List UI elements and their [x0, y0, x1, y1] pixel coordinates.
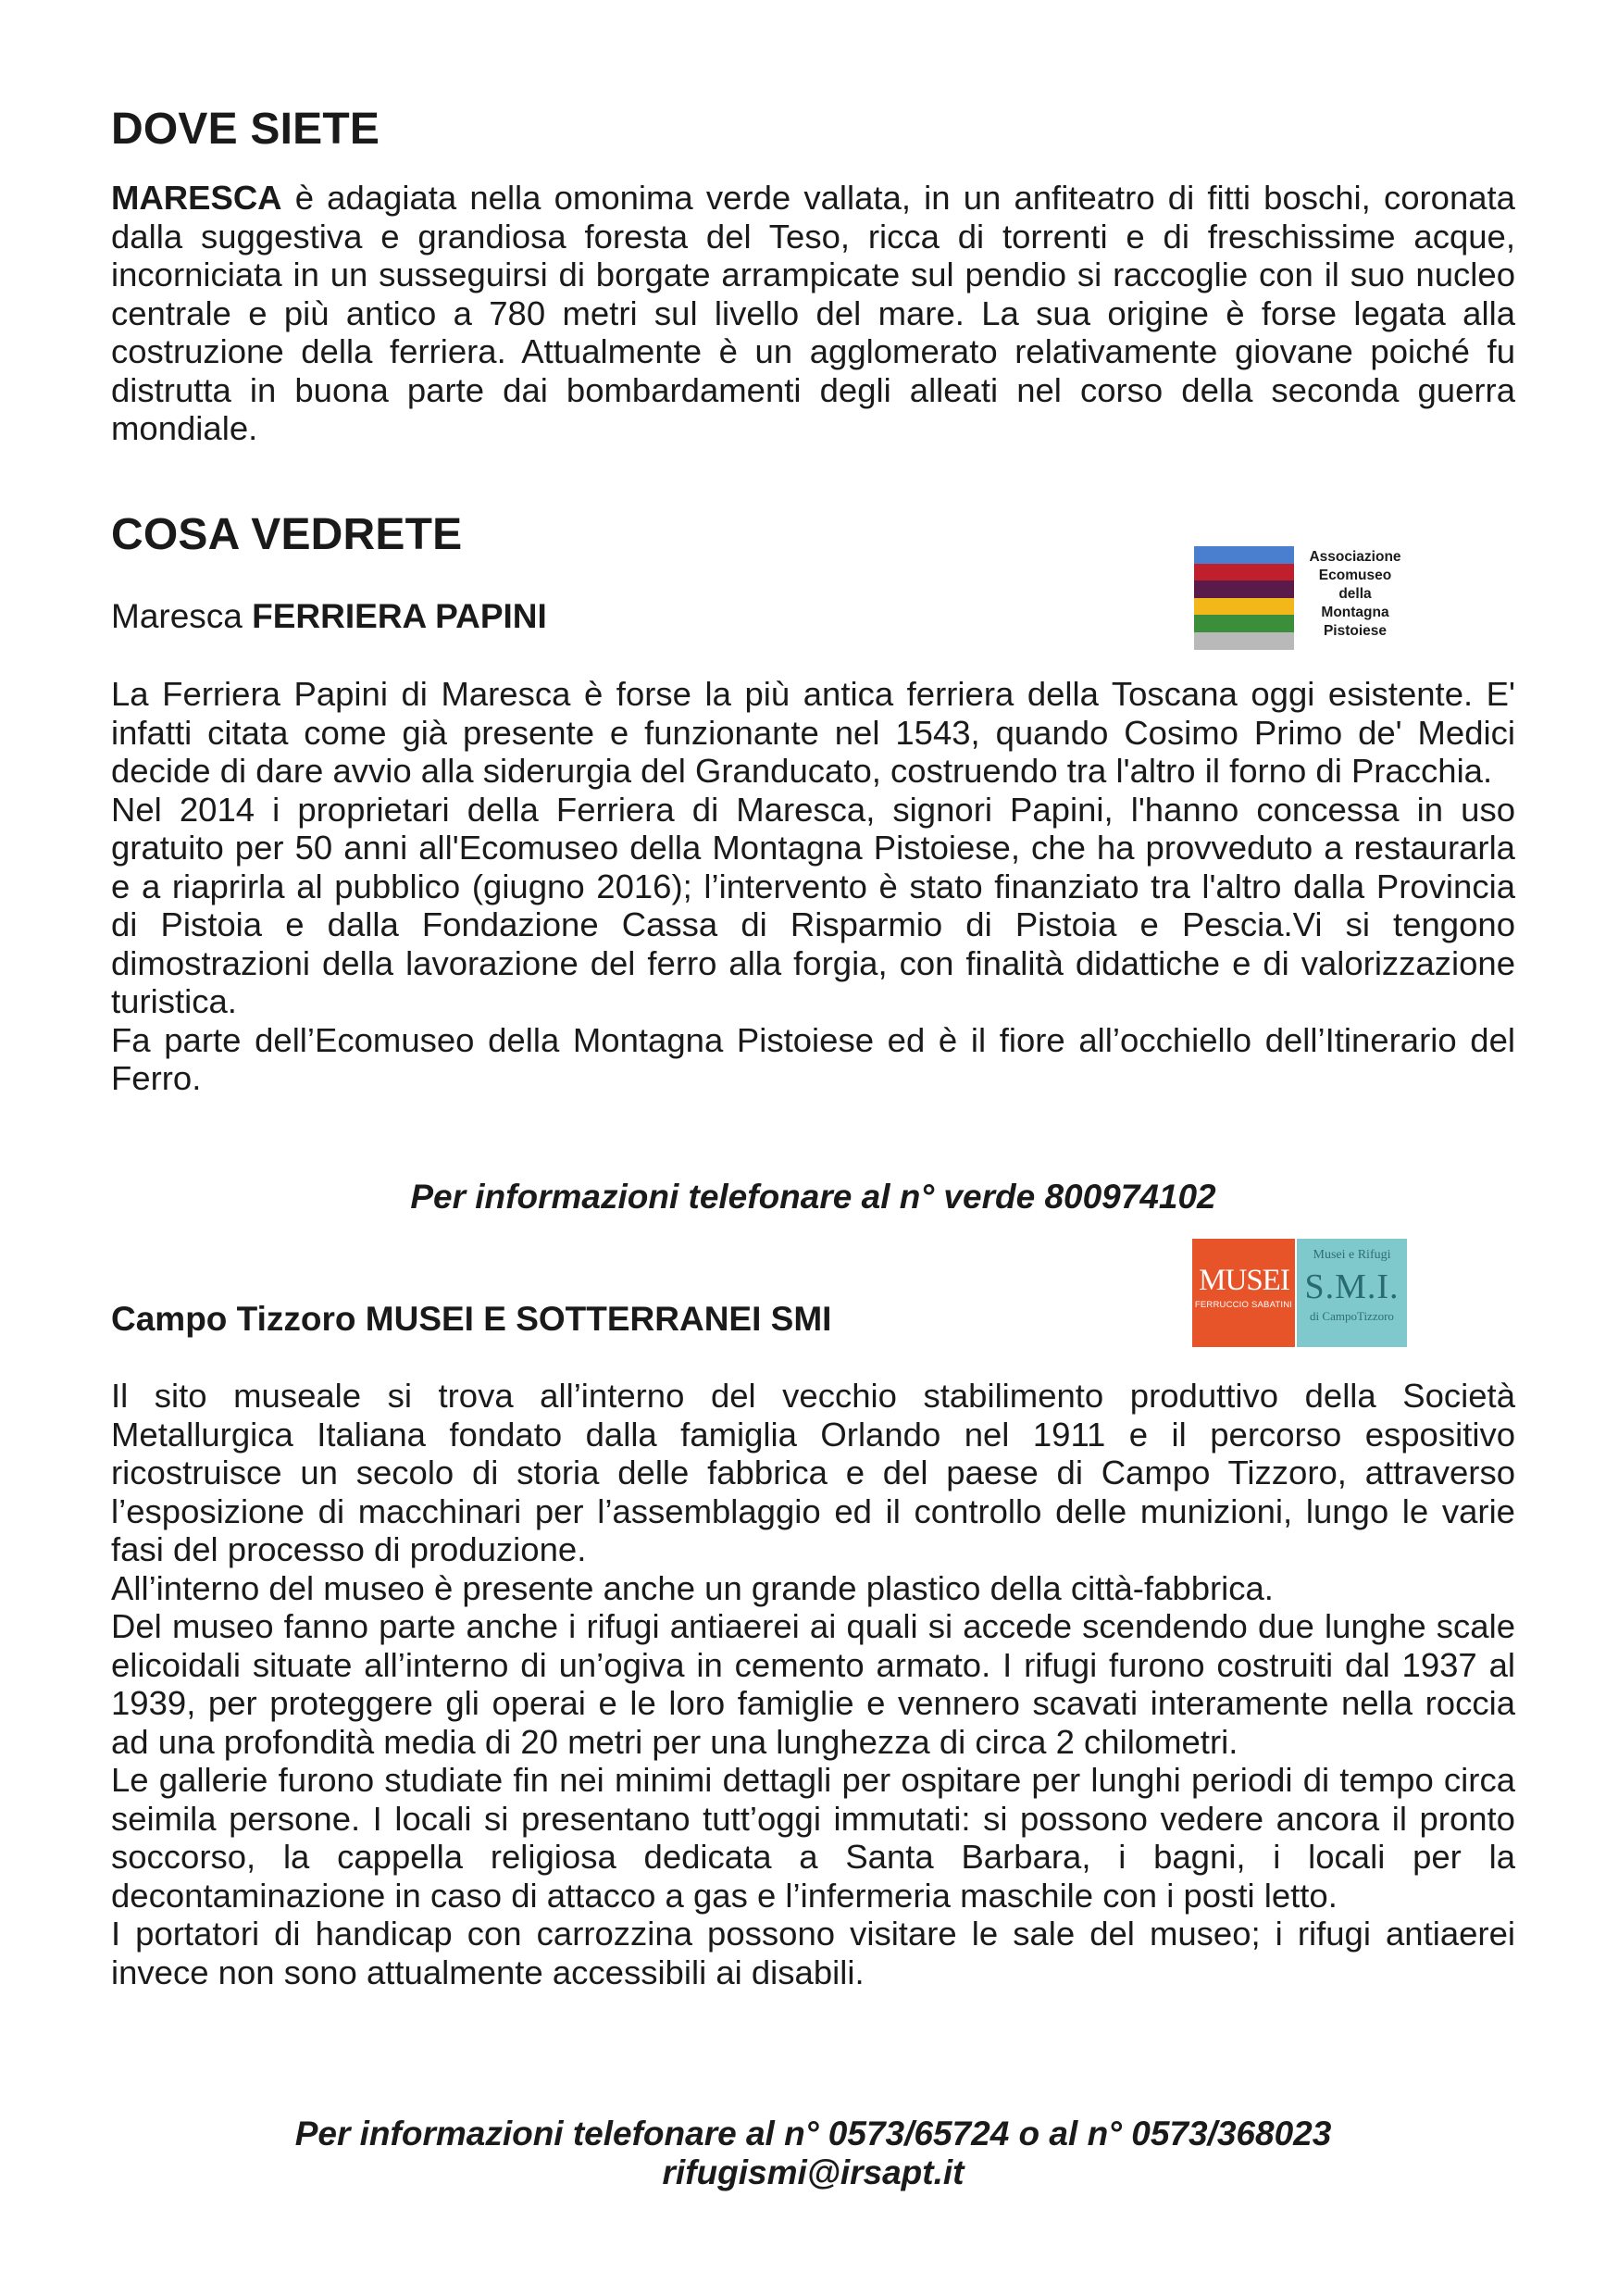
- ecomuseo-color-bar: [1194, 632, 1294, 650]
- ferriera-paragraph: Nel 2014 i proprietari della Ferriera di Maresca, signori Papini, l'hanno concessa in uso gratuito per 50 anni all'Ecomuseo della Montagna Pistoiese, che ha provveduto a restaurarla e a riaprirla al pubblico (giugno 2016); l’intervento è stato finanziato tra l'altro dalla Provincia di Pistoia e dalla Fondazione Cassa di Risparmio di Pistoia e Pescia.Vi si tengono dimostrazioni della lavorazione del ferro alla forgia, con finalità didattiche e di valorizzazione turistica.: [111, 790, 1515, 1020]
- ecomuseo-logo: [1194, 546, 1416, 650]
- musei-logo-subtitle: FERRUCCIO SABATINI: [1194, 1300, 1293, 1310]
- smi-subtitle: [111, 1300, 831, 1339]
- smi-description: [111, 1377, 1515, 1991]
- ferriera-paragraph: Fa parte dell’Ecomuseo della Montagna Pistoiese ed è il fiore all’occhiello dell’Itinerario del Ferro.: [111, 1020, 1515, 1097]
- maresca-text: è adagiata nella omonima verde vallata, in un anfiteatro di fitti boschi, coronata dalla suggestiva e grandiosa foresta del Teso, ricca di torrenti e di freschissime acque, incorniciata in un susseguirsi di borgate arrampicate sul pendio si raccoglie con il suo nucleo centrale e più antico a 780 metri sul livello del mare. La sua origine è forse legata alla costruzione della ferriera. Attualmente è un agglomerato relativamente giovane poiché fu distrutta in buona parte dai bombardamenti degli alleati nel corso della seconda guerra mondiale.: [111, 179, 1515, 447]
- smi-paragraph: Le gallerie furono studiate fin nei minimi dettagli per ospitare per lunghi periodi di tempo circa seimila persone. I locali si presentano tutt’oggi immutati: si possono vedere ancora il pronto soccorso, la cappella religiosa dedicata a Santa Barbara, i bagni, i locali per la decontaminazione in caso di attacco a gas e l’infermeria maschile con i posti letto.: [111, 1761, 1515, 1915]
- ecomuseo-logo-line: Montagna: [1321, 605, 1389, 620]
- section-title-cosa-vedrete: COSA VEDRETE: [111, 510, 463, 559]
- ecomuseo-color-bars: [1194, 546, 1294, 650]
- smi-logo: [1297, 1239, 1407, 1347]
- smi-info-phone: Per informazioni telefonare al n° 0573/65724 o al n° 0573/368023: [294, 2115, 1332, 2152]
- ferriera-place: Maresca: [111, 597, 253, 635]
- ferriera-paragraph: La Ferriera Papini di Maresca è forse la più antica ferriera della Toscana oggi esistente. E' infatti citata come già presente e funzionante nel 1543, quando Cosimo Primo de' Medici decide di dare avvio alla siderurgia del Granducato, costruendo tra l'altro il forno di Pracchia.: [111, 675, 1515, 790]
- maresca-description: [111, 179, 1515, 448]
- smi-paragraph: Il sito museale si trova all’interno del vecchio stabilimento produttivo della Società Metallurgica Italiana fondato dalla famiglia Orlando nel 1911 e il percorso espositivo ricostruisce un secolo di storia delle fabbrica e del paese di Campo Tizzoro, attraverso l’esposizione di macchinari per l’assemblaggio ed il controllo delle munizioni, lungo le varie fasi del processo di produzione.: [111, 1377, 1515, 1568]
- ferriera-subtitle: [111, 597, 547, 636]
- ecomuseo-color-bar: [1194, 546, 1294, 564]
- smi-place: Campo Tizzoro: [111, 1300, 366, 1338]
- smi-paragraph: Del museo fanno parte anche i rifugi antiaerei ai quali si accede scendendo due lunghe scale elicoidali situate all’interno di un’ogiva in cemento armato. I rifugi furono costruiti dal 1937 al 1939, per proteggere gli operai e le loro famiglie e vennero scavati interamente nella roccia ad una profondità media di 20 metri per una lunghezza di circa 2 chilometri.: [111, 1607, 1515, 1761]
- ecomuseo-logo-text: [1294, 548, 1416, 641]
- maresca-lead: MARESCA: [111, 179, 282, 217]
- ecomuseo-color-bar: [1194, 598, 1294, 616]
- ferriera-description: [111, 675, 1515, 1098]
- smi-logo-top: Musei e Rifugi: [1313, 1248, 1391, 1262]
- musei-smi-logo: [1192, 1239, 1407, 1347]
- smi-logo-big: S.M.I.: [1304, 1267, 1400, 1306]
- ecomuseo-color-bar: [1194, 615, 1294, 632]
- smi-info-email[interactable]: rifugismi@irsapt.it: [662, 2153, 965, 2191]
- ecomuseo-color-bar: [1194, 564, 1294, 581]
- smi-site: MUSEI E SOTTERRANEI SMI: [365, 1300, 832, 1338]
- ferriera-site: FERRIERA PAPINI: [252, 597, 547, 635]
- ecomuseo-logo-line: della: [1338, 586, 1372, 602]
- ecomuseo-logo-line: Ecomuseo: [1318, 568, 1392, 583]
- ecomuseo-logo-line: Associazione: [1309, 549, 1401, 565]
- section-title-dove-siete: DOVE SIETE: [111, 105, 380, 154]
- ecomuseo-color-bar: [1194, 580, 1294, 598]
- musei-logo-word: MUSEI: [1199, 1264, 1289, 1297]
- smi-logo-bottom: di CampoTizzoro: [1310, 1309, 1394, 1323]
- ecomuseo-logo-line: Pistoiese: [1323, 623, 1388, 639]
- musei-sabatini-logo: [1192, 1239, 1295, 1347]
- smi-paragraph: I portatori di handicap con carrozzina possono visitare le sale del museo; i rifugi antiaerei invece non sono attualmente accessibili ai disabili.: [111, 1915, 1515, 1991]
- smi-paragraph: All’interno del museo è presente anche un grande plastico della città-fabbrica.: [111, 1568, 1274, 1607]
- ferriera-info-phone: Per informazioni telefonare al n° verde 800974102: [410, 1178, 1216, 1216]
